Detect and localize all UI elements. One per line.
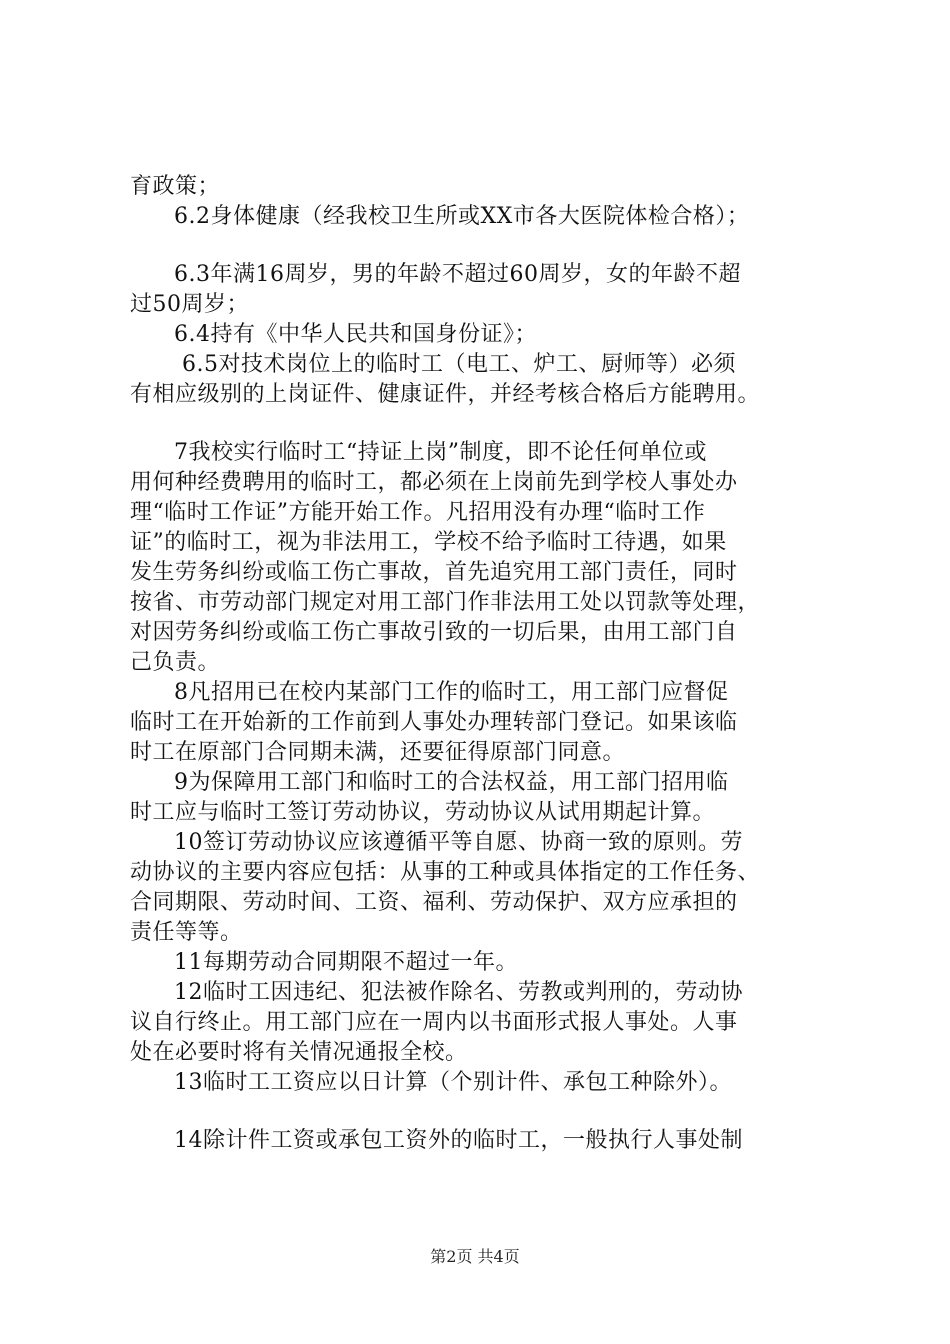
text-line: 临时工在开始新的工作前到人事处办理转部门登记。如果该临: [130, 710, 738, 735]
text-line: 13临时工工资应以日计算（个别计件、承包工种除外）。: [174, 1070, 732, 1095]
text-line: 己负责。: [130, 650, 221, 675]
text-line: 用何种经费聘用的临时工，都必须在上岗前先到学校人事处办: [130, 470, 738, 495]
text-line: 8凡招用已在校内某部门工作的临时工，用工部门应督促: [174, 680, 729, 705]
document-body: [130, 172, 840, 1156]
text-line: 6.4持有《中华人民共和国身份证》；: [174, 322, 537, 347]
paragraph-gap: [130, 1098, 840, 1126]
text-line: 6.5对技术岗位上的临时工（电工、炉工、厨师等）必须: [182, 352, 736, 377]
text-line: 有相应级别的上岗证件、健康证件，并经考核合格后方能聘用。: [130, 382, 761, 407]
text-line: 对因劳务纠纷或临工伤亡事故引致的一切后果，由用工部门自: [130, 620, 738, 645]
text-line: 时工应与临时工签订劳动协议，劳动协议从试用期起计算。: [130, 800, 716, 825]
text-line: 按省、市劳动部门规定对用工部门作非法用工处以罚款等处理，: [130, 590, 761, 615]
paragraph-gap: [130, 410, 840, 438]
text-line: 9为保障用工部门和临时工的合法权益，用工部门招用临: [174, 770, 729, 795]
text-line: 发生劳务纠纷或临工伤亡事故，首先追究用工部门责任，同时: [130, 560, 738, 585]
text-line: 过50周岁；: [130, 292, 249, 317]
text-line: 证”的临时工，视为非法用工，学校不给予临时工待遇，如果: [130, 530, 727, 555]
text-line: 合同期限、劳动时间、工资、福利、劳动保护、双方应承担的: [130, 890, 738, 915]
text-line: 10签订劳动协议应该遵循平等自愿、协商一致的原则。劳: [174, 830, 743, 855]
text-line: 时工在原部门合同期未满，还要征得原部门同意。: [130, 740, 626, 765]
text-line: 6.3年满16周岁，男的年龄不超过60周岁，女的年龄不超: [174, 262, 741, 287]
text-line: 14除计件工资或承包工资外的临时工，一般执行人事处制: [174, 1128, 743, 1153]
text-line: 育政策；: [130, 174, 221, 199]
paragraph-gap: [130, 232, 840, 260]
text-line: 处在必要时将有关情况通报全校。: [130, 1040, 468, 1065]
text-line: 11每期劳动合同期限不超过一年。: [174, 950, 518, 975]
text-line: 12临时工因违纪、犯法被作除名、劳教或判刑的，劳动协: [174, 980, 743, 1005]
text-line: 责任等等。: [130, 920, 243, 945]
text-line: 动协议的主要内容应包括：从事的工种或具体指定的工作任务、: [130, 860, 761, 885]
text-line: 理“临时工作证”方能开始工作。凡招用没有办理“临时工作: [130, 500, 706, 525]
text-line: 议自行终止。用工部门应在一周内以书面形式报人事处。人事: [130, 1010, 738, 1035]
text-line: 7我校实行临时工“持证上岗”制度，即不论任何单位或: [174, 440, 707, 465]
page-number-footer: 第2页 共4页: [430, 1247, 520, 1266]
text-line: 6.2身体健康（经我校卫生所或XX市各大医院体检合格）；: [174, 204, 750, 229]
